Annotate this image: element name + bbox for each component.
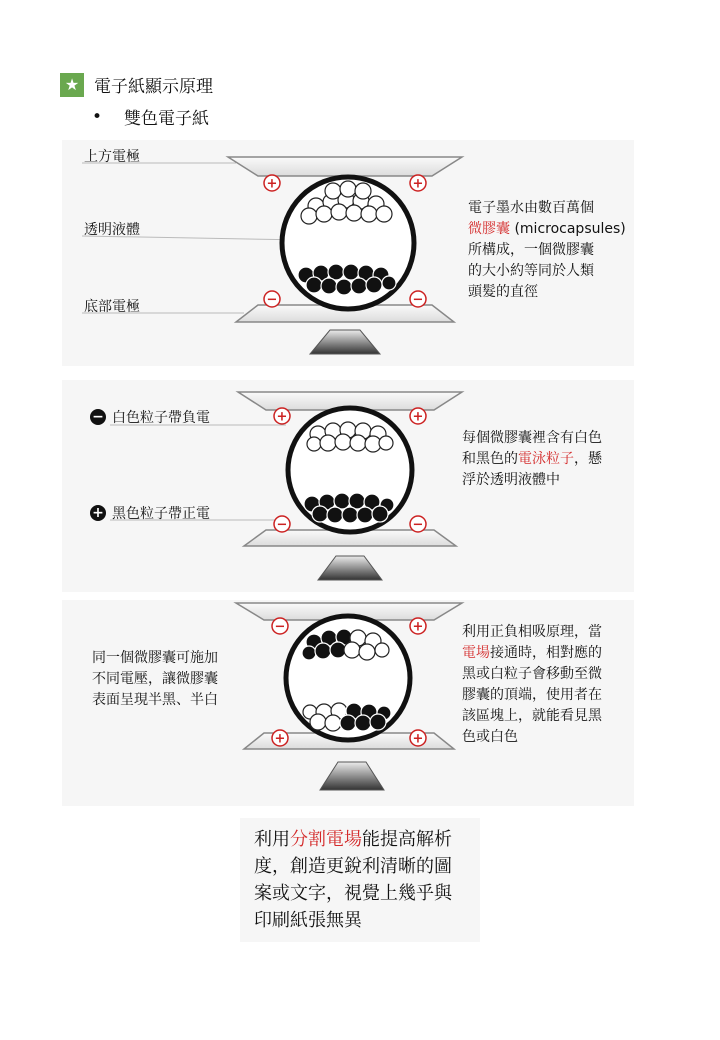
label-transparent-liquid: 透明液體: [84, 222, 140, 238]
positive-charge-label: + 黑色粒子帶正電: [90, 503, 210, 523]
microcapsule-term: 微膠囊: [468, 221, 510, 237]
diagram-structure: [82, 157, 462, 354]
display-base: [310, 330, 380, 354]
negative-charge-label: − 白色粒子帶負電: [90, 407, 210, 427]
star-icon: ★: [60, 73, 84, 97]
panel3-left-text: 同一個微膠囊可施加 不同電壓，讓微膠囊 表面呈現半黑、半白: [92, 650, 218, 708]
svg-text:−: −: [412, 517, 424, 533]
label-bottom-electrode: 底部電極: [84, 299, 140, 315]
svg-text:−: −: [266, 292, 278, 308]
page-title: 電子紙顯示原理: [94, 77, 213, 97]
svg-text:−: −: [274, 619, 286, 635]
svg-text:−: −: [412, 292, 424, 308]
svg-text:+: +: [276, 409, 288, 425]
diagram-voltage: [236, 603, 462, 790]
segmented-field-term: 分割電場: [290, 829, 362, 850]
svg-text:+: +: [412, 619, 424, 635]
panel2-description: 每個微膠囊裡含有白色 和黑色的電泳粒子，懸 浮於透明液體中: [462, 430, 602, 488]
top-electrode-plate: [228, 157, 462, 176]
black-particles-bottom-right: [340, 703, 391, 731]
bullet-icon: •: [92, 106, 103, 127]
plus-icon: +: [90, 505, 106, 521]
label-top-electrode: 上方電極: [84, 149, 140, 165]
svg-text:+: +: [412, 731, 424, 747]
display-base: [320, 762, 384, 790]
electrophoretic-term: 電泳粒子: [518, 451, 574, 467]
minus-icon: −: [90, 409, 106, 425]
panel1-description: 電子墨水由數百萬個 微膠囊 (microcapsules) 所構成，一個微膠囊 的大小約等同於人類 頭髮的直徑: [468, 200, 626, 300]
svg-text:−: −: [276, 517, 288, 533]
svg-text:+: +: [412, 409, 424, 425]
svg-text:+: +: [412, 176, 424, 192]
subheading-text: 雙色電子紙: [124, 109, 210, 129]
svg-text:+: +: [266, 176, 278, 192]
svg-text:+: +: [274, 731, 286, 747]
summary-text: 利用分割電場能提高解析 度，創造更銳利清晰的圖 案或文字，視覺上幾乎與 印刷紙張無異: [254, 829, 452, 931]
panel3-description: 利用正負相吸原理，當 電場接通時，相對應的 黑或白粒子會移動至微 膠囊的頂端，使用者在 該區塊上，就能看見黑 色或白色: [462, 624, 602, 745]
display-base: [318, 556, 382, 580]
electric-field-term: 電場: [462, 645, 490, 661]
